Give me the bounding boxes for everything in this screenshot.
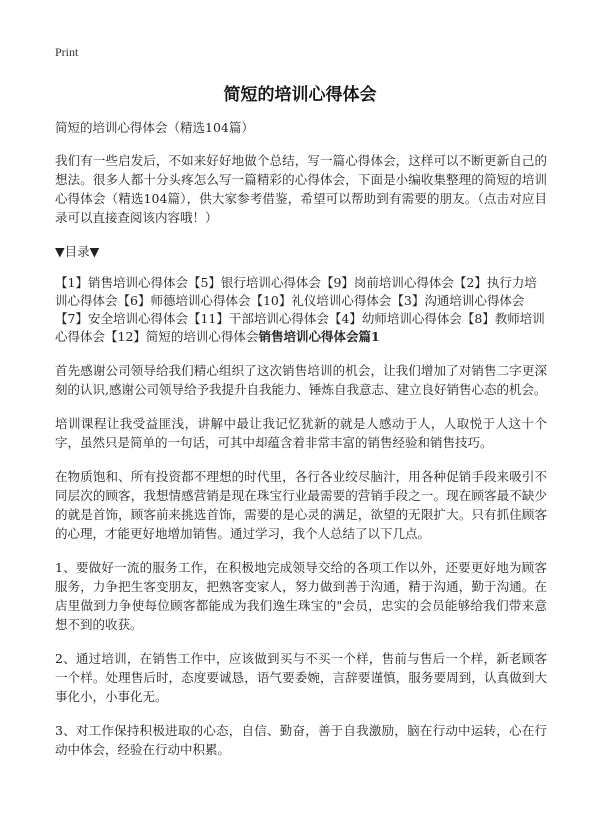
article-body — [55, 118, 547, 774]
section-heading: 销售培训心得体会篇1 — [258, 329, 380, 344]
toc-item-3[interactable]: 【3】沟通培训心得体会 — [391, 293, 525, 308]
toc-item-1[interactable]: 【1】销售培训心得体会 — [55, 275, 188, 290]
print-label[interactable]: Print — [55, 45, 79, 59]
page-title: 简短的培训心得体会 — [223, 85, 377, 105]
toc-item-10[interactable]: 【10】礼仪培训心得体会 — [250, 293, 392, 308]
toc-label: ▼目录▼ — [55, 244, 100, 259]
body-paragraph: 3、对工作保持积极进取的心态，自信、勤奋，善于自我激励，脑在行动中运转，心在行动中体会，经验在行动中积累。 — [55, 723, 547, 757]
toc-item-4[interactable]: 【4】幼师培训心得体会 — [328, 311, 462, 326]
toc-item-12[interactable]: 【12】简短的培训心得体会 — [105, 329, 259, 344]
body-paragraph: 培训课程让我受益匪浅，讲解中最让我记忆犹新的就是人感动于人，人取悦于人这十个字，虽然只是简单的一句话，可其中却蕴含着非常丰富的销售经验和销售技巧。 — [55, 416, 547, 450]
toc-item-5[interactable]: 【5】银行培训心得体会 — [187, 275, 321, 290]
toc-item-9[interactable]: 【9】岗前培训心得体会 — [320, 275, 454, 290]
body-paragraph: 1、要做好一流的服务工作，在积极地完成领导交给的各项工作以外，还要更好地为顾客服务，力争把生客变朋友，把熟客变家人，努力做到善于沟通，精于沟通，勤于沟通。在店里做到力争使每位顾客都能成为我们逸生珠宝的"会员，忠实的会员能够给我们带来意想不到的收获。 — [55, 560, 547, 632]
toc-item-11[interactable]: 【11】干部培训心得体会 — [187, 311, 329, 326]
table-of-contents — [55, 274, 547, 346]
toc-item-7[interactable]: 【7】安全培训心得体会 — [55, 311, 188, 326]
body-paragraph: 首先感谢公司领导给我们精心组织了这次销售培训的机会，让我们增加了对销售二字更深刻的认识,感谢公司领导给予我提升自我能力、锤炼自我意志、建立良好销售心态的机会。 — [55, 363, 547, 397]
toc-item-2[interactable]: 【2】执行力培训心得体会 — [55, 275, 537, 308]
body-paragraph: 2、通过培训，在销售工作中，应该做到买与不买一个样，售前与售后一个样，新老顾客一个样。处理售后时，态度要诚恳，语气要委婉，言辞要谨慎，服务要周到，认真做到大事化小，小事化无。 — [55, 651, 547, 704]
toc-item-8[interactable]: 【8】教师培训心得体会 — [55, 311, 545, 344]
toc-item-6[interactable]: 【6】师德培训心得体会 — [117, 293, 251, 308]
intro-paragraph: 我们有一些启发后，不如来好好地做个总结，写一篇心得体会，这样可以不断更新自己的想法。很多人都十分头疼怎么写一篇精彩的心得体会，下面是小编收集整理的简短的培训心得体会（精选104篇），供大家参考借鉴，希望可以帮助到有需要的朋友。（点击对应目录可以直接查阅该内容哦！） — [55, 153, 547, 225]
article-subtitle: 简短的培训心得体会（精选104篇） — [55, 120, 254, 135]
body-paragraph: 在物质饱和、所有投资都不理想的时代里，各行各业绞尽脑汁，用各种促销手段来吸引不同层次的顾客，我想情感营销是现在珠宝行业最需要的营销手段之一。现在顾客最不缺少的就是首饰，顾客前来挑选首饰，需要的是心灵的满足，欲望的无限扩大。只有抓住顾客的心理，才能更好地增加销售。通过学习，我个人总结了以下几点。 — [55, 469, 547, 541]
